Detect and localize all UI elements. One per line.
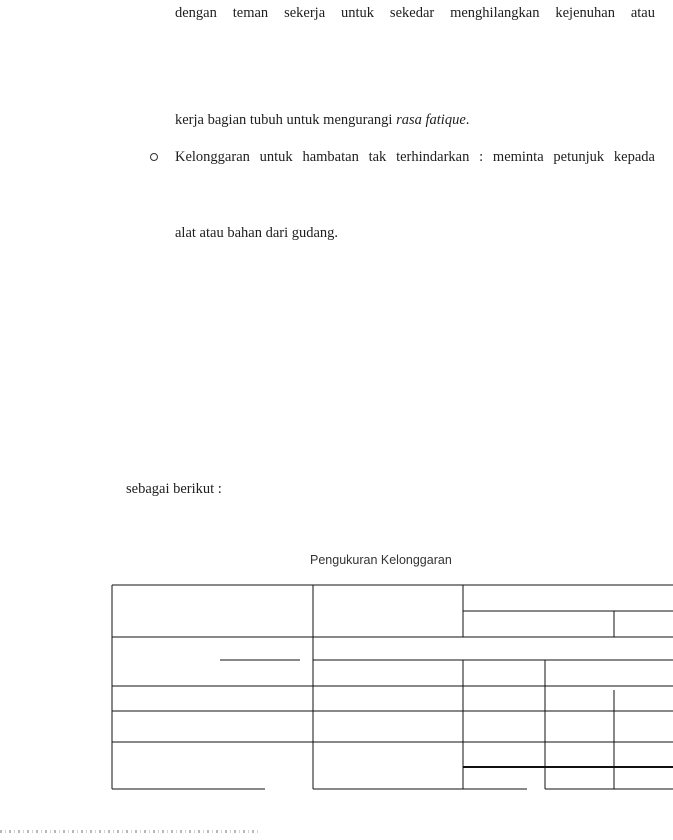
paragraph-line-2 xyxy=(175,111,469,129)
table-caption-text: Pengukuran Kelonggaran xyxy=(310,553,452,567)
paragraph-line-2-italic: rasa fatique xyxy=(396,112,466,128)
paragraph-line-4: alat atau bahan dari gudang. xyxy=(175,225,339,241)
hollow-bullet-icon xyxy=(150,153,158,161)
paragraph-line-2-end: . xyxy=(465,112,470,128)
bullet-item-line: Kelonggaran untuk hambatan tak terhindarkan : meminta petunjuk kepada xyxy=(175,149,655,165)
intro-text: sebagai berikut : xyxy=(126,481,222,497)
scan-noise-strip xyxy=(0,830,260,833)
paragraph-line-1: dengan teman sekerja untuk sekedar menghilangkan kejenuhan atau xyxy=(175,5,655,21)
paragraph-line-2-text: kerja bagian tubuh untuk mengurangi xyxy=(175,112,397,128)
